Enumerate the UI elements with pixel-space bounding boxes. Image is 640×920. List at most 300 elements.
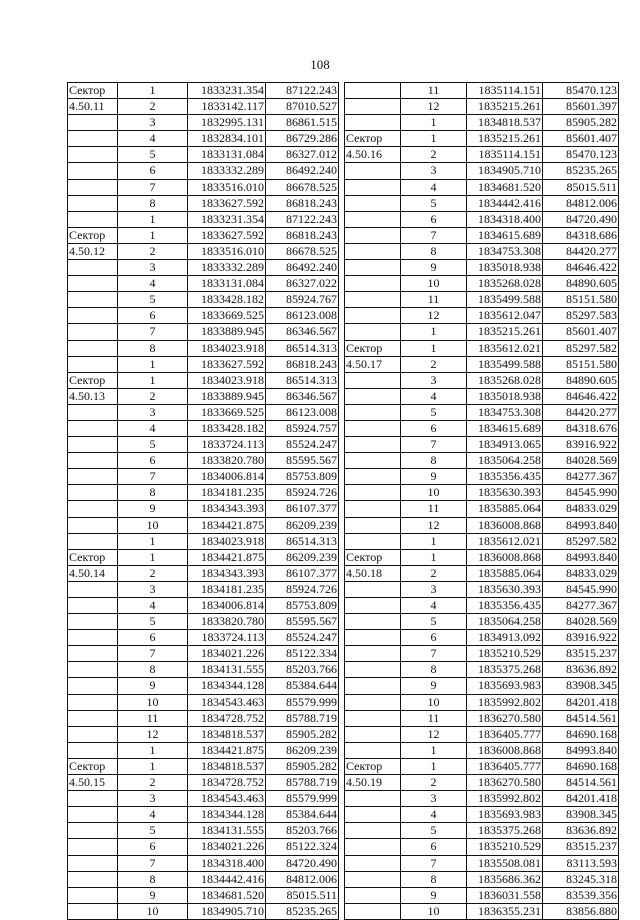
sector-cell <box>68 195 118 211</box>
sector-cell: Сектор <box>68 83 118 99</box>
y-coordinate-cell: 83908.345 <box>543 807 619 823</box>
table-row <box>68 372 339 388</box>
sector-cell <box>68 420 118 436</box>
y-coordinate-cell: 85924.726 <box>266 581 339 597</box>
point-number-cell: 5 <box>401 614 467 630</box>
table-row <box>345 501 619 517</box>
sector-cell <box>68 742 118 758</box>
table-row <box>345 147 619 163</box>
sector-cell <box>68 340 118 356</box>
point-number-cell: 12 <box>401 517 467 533</box>
point-number-cell: 10 <box>118 517 188 533</box>
y-coordinate-cell: 86678.525 <box>266 179 339 195</box>
x-coordinate-cell: 1833724.113 <box>188 630 266 646</box>
y-coordinate-cell: 86209.239 <box>266 742 339 758</box>
sector-cell <box>345 453 401 469</box>
sector-cell <box>68 324 118 340</box>
x-coordinate-cell: 1833627.592 <box>188 227 266 243</box>
table-row <box>68 549 339 565</box>
x-coordinate-cell: 1835356.435 <box>467 469 543 485</box>
x-coordinate-cell: 1835375.268 <box>467 823 543 839</box>
table-row <box>345 791 619 807</box>
sector-cell <box>68 710 118 726</box>
point-number-cell: 7 <box>401 646 467 662</box>
point-number-cell: 3 <box>118 581 188 597</box>
y-coordinate-cell: 84277.367 <box>543 598 619 614</box>
point-number-cell: 2 <box>118 565 188 581</box>
x-coordinate-cell: 1834131.555 <box>188 823 266 839</box>
point-number-cell: 3 <box>118 260 188 276</box>
table-row <box>345 871 619 887</box>
x-coordinate-cell: 1834753.308 <box>467 404 543 420</box>
table-row <box>68 871 339 887</box>
table-row <box>345 308 619 324</box>
x-coordinate-cell: 1835508.081 <box>467 855 543 871</box>
sector-cell <box>68 678 118 694</box>
x-coordinate-cell: 1836008.868 <box>467 517 543 533</box>
sector-cell <box>68 839 118 855</box>
y-coordinate-cell: 85788.719 <box>266 710 339 726</box>
y-coordinate-cell: 84690.168 <box>543 758 619 774</box>
y-coordinate-cell: 84646.422 <box>543 260 619 276</box>
sector-cell <box>68 533 118 549</box>
x-coordinate-cell: 1836405.777 <box>467 726 543 742</box>
table-row <box>68 662 339 678</box>
x-coordinate-cell: 1833724.113 <box>188 437 266 453</box>
table-row <box>68 614 339 630</box>
table-row <box>68 694 339 710</box>
y-coordinate-cell: 84514.561 <box>543 775 619 791</box>
x-coordinate-cell: 1835114.151 <box>467 83 543 99</box>
point-number-cell: 12 <box>401 308 467 324</box>
point-number-cell: 6 <box>118 839 188 855</box>
table-row <box>68 646 339 662</box>
x-coordinate-cell: 1834023.918 <box>188 340 266 356</box>
y-coordinate-cell: 84514.561 <box>543 710 619 726</box>
table-row <box>345 485 619 501</box>
y-coordinate-cell: 85601.407 <box>543 131 619 147</box>
sector-cell <box>345 308 401 324</box>
point-number-cell: 6 <box>401 420 467 436</box>
x-coordinate-cell: 1833820.780 <box>188 614 266 630</box>
x-coordinate-cell: 1834818.537 <box>467 115 543 131</box>
x-coordinate-cell: 1834615.689 <box>467 227 543 243</box>
y-coordinate-cell: 84890.605 <box>543 276 619 292</box>
y-coordinate-cell: 84812.006 <box>266 871 339 887</box>
y-coordinate-cell: 85203.766 <box>266 823 339 839</box>
y-coordinate-cell: 86492.240 <box>266 163 339 179</box>
x-coordinate-cell: 1835693.983 <box>467 678 543 694</box>
sector-cell <box>68 131 118 147</box>
point-number-cell: 1 <box>118 533 188 549</box>
y-coordinate-cell: 83916.922 <box>543 630 619 646</box>
point-number-cell: 8 <box>401 662 467 678</box>
table-row <box>345 340 619 356</box>
point-number-cell: 7 <box>401 855 467 871</box>
x-coordinate-cell: 1833332.289 <box>188 163 266 179</box>
y-coordinate-cell: 84318.686 <box>543 227 619 243</box>
x-coordinate-cell: 1834318.400 <box>467 211 543 227</box>
table-row <box>345 646 619 662</box>
y-coordinate-cell: 84890.605 <box>543 372 619 388</box>
table-row <box>68 501 339 517</box>
table-row <box>68 726 339 742</box>
table-row <box>68 195 339 211</box>
table-row <box>345 324 619 340</box>
sector-cell: Сектор <box>345 131 401 147</box>
x-coordinate-cell: 1835268.028 <box>467 276 543 292</box>
point-number-cell: 2 <box>401 775 467 791</box>
y-coordinate-cell: 86327.012 <box>266 147 339 163</box>
y-coordinate-cell: 85384.644 <box>266 678 339 694</box>
table-row <box>345 420 619 436</box>
sector-cell <box>345 227 401 243</box>
sector-cell <box>345 420 401 436</box>
sector-cell <box>68 501 118 517</box>
y-coordinate-cell: 85203.766 <box>266 662 339 678</box>
x-coordinate-cell: 1835630.393 <box>467 485 543 501</box>
coordinates-table-right <box>344 82 619 920</box>
y-coordinate-cell: 85601.407 <box>543 324 619 340</box>
point-number-cell: 1 <box>118 227 188 243</box>
y-coordinate-cell: 84545.990 <box>543 581 619 597</box>
y-coordinate-cell: 83539.356 <box>543 887 619 903</box>
point-number-cell: 9 <box>118 501 188 517</box>
x-coordinate-cell: 1833131.084 <box>188 147 266 163</box>
sector-cell <box>345 678 401 694</box>
sector-cell <box>68 823 118 839</box>
y-coordinate-cell: 85905.282 <box>543 115 619 131</box>
y-coordinate-cell: 84720.490 <box>543 211 619 227</box>
y-coordinate-cell: 85297.583 <box>543 308 619 324</box>
sector-cell <box>345 276 401 292</box>
sector-cell <box>68 694 118 710</box>
table-row <box>68 99 339 115</box>
y-coordinate-cell: 86327.022 <box>266 276 339 292</box>
y-coordinate-cell: 86107.377 <box>266 565 339 581</box>
sector-cell <box>68 308 118 324</box>
y-coordinate-cell: 85905.282 <box>266 726 339 742</box>
point-number-cell: 10 <box>118 694 188 710</box>
sector-cell <box>68 485 118 501</box>
x-coordinate-cell: 1832995.131 <box>188 115 266 131</box>
x-coordinate-cell: 1834681.520 <box>467 179 543 195</box>
table-row <box>68 903 339 919</box>
x-coordinate-cell: 1834818.537 <box>188 758 266 774</box>
point-number-cell: 7 <box>118 324 188 340</box>
sector-cell: 4.50.19 <box>345 775 401 791</box>
table-row <box>68 517 339 533</box>
table-row <box>68 710 339 726</box>
table-row <box>68 388 339 404</box>
y-coordinate-cell: 84201.418 <box>543 694 619 710</box>
point-number-cell: 9 <box>401 469 467 485</box>
point-number-cell: 12 <box>118 726 188 742</box>
table-row <box>345 710 619 726</box>
sector-cell <box>345 630 401 646</box>
x-coordinate-cell: 1835215.261 <box>467 324 543 340</box>
y-coordinate-cell: 83636.892 <box>543 823 619 839</box>
y-coordinate-cell: 86678.525 <box>266 243 339 259</box>
point-number-cell: 4 <box>401 388 467 404</box>
y-coordinate-cell: 85015.511 <box>266 887 339 903</box>
sector-cell <box>345 243 401 259</box>
table-row <box>68 823 339 839</box>
y-coordinate-cell: 86492.240 <box>266 260 339 276</box>
point-number-cell: 2 <box>401 147 467 163</box>
y-coordinate-cell: 84833.029 <box>543 565 619 581</box>
coordinates-table-left <box>67 82 339 920</box>
y-coordinate-cell: 84993.840 <box>543 517 619 533</box>
table-row <box>345 227 619 243</box>
y-coordinate-cell: 86514.313 <box>266 340 339 356</box>
x-coordinate-cell: 1835885.064 <box>467 565 543 581</box>
x-coordinate-cell: 1834905.710 <box>467 163 543 179</box>
table-row <box>345 581 619 597</box>
sector-cell: Сектор <box>68 549 118 565</box>
point-number-cell: 5 <box>401 823 467 839</box>
x-coordinate-cell: 1833516.010 <box>188 243 266 259</box>
sector-cell <box>345 195 401 211</box>
x-coordinate-cell: 1834343.393 <box>188 501 266 517</box>
point-number-cell: 3 <box>401 163 467 179</box>
x-coordinate-cell: 1832834.101 <box>188 131 266 147</box>
point-number-cell: 1 <box>401 533 467 549</box>
y-coordinate-cell: 87122.243 <box>266 83 339 99</box>
point-number-cell: 7 <box>401 227 467 243</box>
y-coordinate-cell: 84028.569 <box>543 453 619 469</box>
table-row <box>345 517 619 533</box>
sector-cell <box>345 839 401 855</box>
point-number-cell: 1 <box>118 742 188 758</box>
sector-cell: 4.50.13 <box>68 388 118 404</box>
point-number-cell: 10 <box>118 903 188 919</box>
point-number-cell: 6 <box>401 211 467 227</box>
point-number-cell: 5 <box>401 195 467 211</box>
x-coordinate-cell: 1834131.555 <box>188 662 266 678</box>
y-coordinate-cell: 83515.237 <box>543 646 619 662</box>
point-number-cell: 1 <box>118 549 188 565</box>
table-row <box>68 147 339 163</box>
point-number-cell: 9 <box>401 887 467 903</box>
y-coordinate-cell: 85297.582 <box>543 533 619 549</box>
sector-cell <box>68 292 118 308</box>
sector-cell <box>68 630 118 646</box>
point-number-cell: 6 <box>118 308 188 324</box>
point-number-cell: 4 <box>401 807 467 823</box>
y-coordinate-cell: 85122.334 <box>266 646 339 662</box>
sector-cell <box>68 115 118 131</box>
point-number-cell: 4 <box>118 420 188 436</box>
y-coordinate-cell: 85924.726 <box>266 485 339 501</box>
x-coordinate-cell: 1834681.520 <box>188 887 266 903</box>
x-coordinate-cell: 1834728.752 <box>188 775 266 791</box>
table-row <box>345 565 619 581</box>
sector-cell <box>68 260 118 276</box>
sector-cell <box>345 581 401 597</box>
x-coordinate-cell: 1835612.047 <box>467 308 543 324</box>
sector-cell <box>345 292 401 308</box>
x-coordinate-cell: 1834913.092 <box>467 630 543 646</box>
point-number-cell: 8 <box>118 340 188 356</box>
x-coordinate-cell: 1835693.983 <box>467 807 543 823</box>
sector-cell <box>345 163 401 179</box>
table-row <box>68 437 339 453</box>
table-row <box>345 356 619 372</box>
sector-cell <box>68 598 118 614</box>
x-coordinate-cell: 1834006.814 <box>188 598 266 614</box>
y-coordinate-cell: 84028.569 <box>543 614 619 630</box>
table-row <box>68 276 339 292</box>
point-number-cell: 8 <box>401 453 467 469</box>
sector-cell <box>345 501 401 517</box>
point-number-cell: 2 <box>118 243 188 259</box>
table-row <box>68 855 339 871</box>
x-coordinate-cell: 1836355.231 <box>467 903 543 919</box>
sector-cell <box>68 646 118 662</box>
table-row <box>345 99 619 115</box>
x-coordinate-cell: 1834442.416 <box>188 871 266 887</box>
table-row <box>345 549 619 565</box>
table-row <box>68 227 339 243</box>
x-coordinate-cell: 1834543.463 <box>188 791 266 807</box>
x-coordinate-cell: 1835499.588 <box>467 356 543 372</box>
x-coordinate-cell: 1833231.354 <box>188 83 266 99</box>
sector-cell <box>345 517 401 533</box>
point-number-cell: 11 <box>118 710 188 726</box>
x-coordinate-cell: 1833428.182 <box>188 292 266 308</box>
x-coordinate-cell: 1835992.802 <box>467 694 543 710</box>
y-coordinate-cell: 85384.644 <box>266 807 339 823</box>
point-number-cell: 5 <box>118 823 188 839</box>
x-coordinate-cell: 1835210.529 <box>467 646 543 662</box>
x-coordinate-cell: 1834006.814 <box>188 469 266 485</box>
x-coordinate-cell: 1835064.258 <box>467 614 543 630</box>
table-row <box>345 855 619 871</box>
y-coordinate-cell: 84690.168 <box>543 726 619 742</box>
x-coordinate-cell: 1835630.393 <box>467 581 543 597</box>
point-number-cell: 9 <box>401 678 467 694</box>
y-coordinate-cell: 85753.809 <box>266 469 339 485</box>
sector-cell: Сектор <box>68 372 118 388</box>
y-coordinate-cell: 84812.006 <box>543 195 619 211</box>
x-coordinate-cell: 1834021.226 <box>188 839 266 855</box>
table-row <box>68 163 339 179</box>
sector-cell: 4.50.15 <box>68 775 118 791</box>
table-row <box>345 887 619 903</box>
x-coordinate-cell: 1835686.362 <box>467 871 543 887</box>
point-number-cell: 1 <box>401 131 467 147</box>
sector-cell <box>345 871 401 887</box>
sector-cell <box>68 871 118 887</box>
y-coordinate-cell: 84277.367 <box>543 469 619 485</box>
y-coordinate-cell: 83908.345 <box>543 678 619 694</box>
sector-cell <box>68 356 118 372</box>
table-row <box>345 533 619 549</box>
x-coordinate-cell: 1834818.537 <box>188 726 266 742</box>
point-number-cell: 1 <box>401 742 467 758</box>
point-number-cell: 1 <box>118 211 188 227</box>
x-coordinate-cell: 1833231.354 <box>188 211 266 227</box>
sector-cell: Сектор <box>68 758 118 774</box>
y-coordinate-cell: 84833.029 <box>543 501 619 517</box>
point-number-cell: 4 <box>118 276 188 292</box>
sector-cell <box>345 823 401 839</box>
sector-cell: 4.50.14 <box>68 565 118 581</box>
x-coordinate-cell: 1834181.235 <box>188 581 266 597</box>
table-row <box>68 292 339 308</box>
point-number-cell: 5 <box>118 437 188 453</box>
y-coordinate-cell: 84993.840 <box>543 549 619 565</box>
sector-cell <box>345 694 401 710</box>
point-number-cell: 1 <box>118 758 188 774</box>
x-coordinate-cell: 1834442.416 <box>467 195 543 211</box>
table-row <box>345 758 619 774</box>
table-row <box>345 903 619 919</box>
y-coordinate-cell: 85595.567 <box>266 453 339 469</box>
point-number-cell: 2 <box>118 388 188 404</box>
sector-cell <box>68 276 118 292</box>
y-coordinate-cell: 86209.239 <box>266 517 339 533</box>
table-row <box>68 598 339 614</box>
sector-cell: 4.50.16 <box>345 147 401 163</box>
y-coordinate-cell: 85151.580 <box>543 356 619 372</box>
sector-cell <box>68 517 118 533</box>
y-coordinate-cell: 85297.582 <box>543 340 619 356</box>
point-number-cell: 6 <box>401 839 467 855</box>
table-row <box>345 678 619 694</box>
point-number-cell: 1 <box>118 83 188 99</box>
x-coordinate-cell: 1834728.752 <box>188 710 266 726</box>
sector-cell <box>68 887 118 903</box>
point-number-cell: 8 <box>118 871 188 887</box>
x-coordinate-cell: 1834344.128 <box>188 807 266 823</box>
x-coordinate-cell: 1836008.868 <box>467 742 543 758</box>
table-row <box>68 758 339 774</box>
x-coordinate-cell: 1834615.689 <box>467 420 543 436</box>
sector-cell <box>68 147 118 163</box>
x-coordinate-cell: 1835215.261 <box>467 99 543 115</box>
table-row <box>68 839 339 855</box>
point-number-cell: 1 <box>401 115 467 131</box>
y-coordinate-cell: 83113.593 <box>543 855 619 871</box>
y-coordinate-cell: 86346.567 <box>266 388 339 404</box>
sector-cell <box>68 614 118 630</box>
sector-cell <box>345 662 401 678</box>
table-row <box>345 372 619 388</box>
point-number-cell: 7 <box>118 469 188 485</box>
point-number-cell: 4 <box>118 807 188 823</box>
point-number-cell: 5 <box>401 404 467 420</box>
y-coordinate-cell: 85524.247 <box>266 630 339 646</box>
x-coordinate-cell: 1833889.945 <box>188 388 266 404</box>
table-row <box>68 260 339 276</box>
x-coordinate-cell: 1835885.064 <box>467 501 543 517</box>
point-number-cell: 1 <box>118 372 188 388</box>
y-coordinate-cell: 86209.239 <box>266 549 339 565</box>
table-row <box>345 131 619 147</box>
y-coordinate-cell: 85122.324 <box>266 839 339 855</box>
point-number-cell: 3 <box>401 372 467 388</box>
table-row <box>345 276 619 292</box>
x-coordinate-cell: 1835499.588 <box>467 292 543 308</box>
point-number-cell: 2 <box>118 775 188 791</box>
sector-cell <box>345 372 401 388</box>
sector-cell <box>345 179 401 195</box>
point-number-cell: 4 <box>118 598 188 614</box>
table-row <box>68 324 339 340</box>
y-coordinate-cell: 86514.313 <box>266 533 339 549</box>
